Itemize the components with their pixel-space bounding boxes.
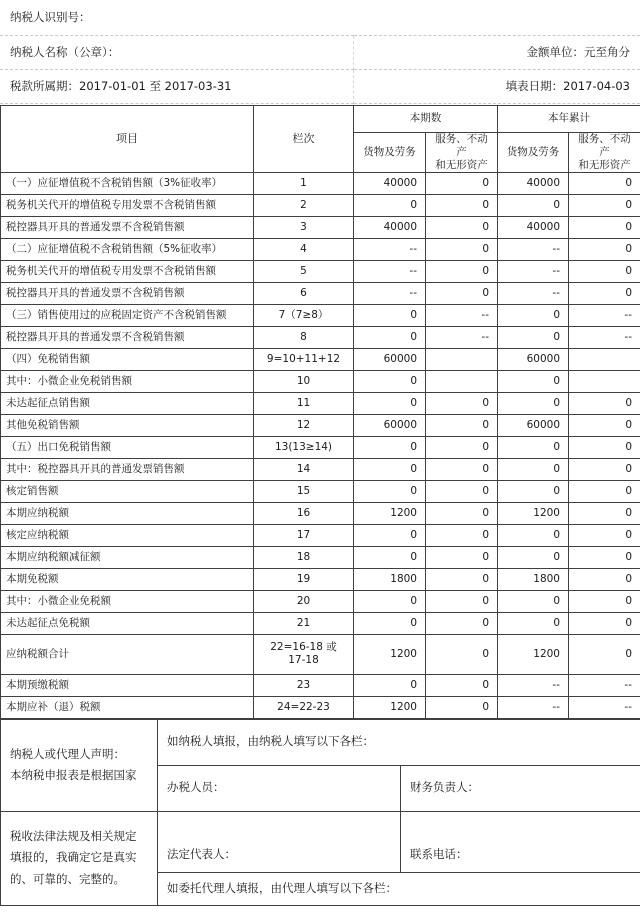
row-value-cell[interactable]: 40000 bbox=[354, 172, 426, 194]
declaration-statement-line-3: 税收法律法规及相关规定 bbox=[10, 828, 137, 843]
row-value-cell[interactable]: 0 bbox=[569, 502, 640, 524]
row-item-label: 本期免税额 bbox=[1, 568, 254, 590]
row-value-cell[interactable]: 0 bbox=[354, 194, 426, 216]
header-row-period bbox=[0, 69, 640, 103]
row-line-number: 4 bbox=[254, 238, 354, 260]
row-line-number: 15 bbox=[254, 480, 354, 502]
row-value-cell[interactable]: 0 bbox=[354, 458, 426, 480]
table-row bbox=[1, 458, 640, 480]
row-value-cell[interactable]: 1200 bbox=[354, 634, 426, 674]
row-value-cell[interactable]: 0 bbox=[498, 304, 569, 326]
row-value-cell[interactable]: 60000 bbox=[354, 348, 426, 370]
declaration-statement-line-5: 的、可靠的、完整的。 bbox=[10, 872, 125, 887]
row-value-cell[interactable]: 0 bbox=[426, 590, 498, 612]
declaration-row-1 bbox=[1, 719, 640, 765]
row-value-cell[interactable]: 0 bbox=[426, 436, 498, 458]
row-value-cell[interactable]: 0 bbox=[569, 590, 640, 612]
row-value-cell[interactable]: 0 bbox=[569, 436, 640, 458]
row-line-number: 14 bbox=[254, 458, 354, 480]
row-value-cell[interactable]: -- bbox=[498, 238, 569, 260]
declaration-statement-line-2: 本纳税申报表是根据国家 bbox=[10, 768, 137, 783]
row-line-number: 1 bbox=[254, 172, 354, 194]
row-value-cell[interactable]: 0 bbox=[426, 524, 498, 546]
row-value-cell[interactable]: 60000 bbox=[498, 348, 569, 370]
row-value-cell[interactable]: 0 bbox=[569, 414, 640, 436]
row-value-cell[interactable]: -- bbox=[426, 326, 498, 348]
services-header-line1: 服务、不动产 bbox=[435, 132, 488, 158]
row-item-label: 税务机关代开的增值税专用发票不含税销售额 bbox=[1, 194, 254, 216]
declaration-row-3 bbox=[1, 811, 640, 872]
column-header-current-goods: 货物及劳务 bbox=[354, 132, 426, 172]
row-value-cell[interactable]: 0 bbox=[426, 502, 498, 524]
row-value-cell[interactable]: 0 bbox=[498, 590, 569, 612]
row-item-label: 其中：小微企业免税额 bbox=[1, 590, 254, 612]
services-header-line1: 服务、不动产 bbox=[578, 132, 631, 158]
row-item-label: （四）免税销售额 bbox=[1, 348, 254, 370]
row-item-label: 应纳税额合计 bbox=[1, 634, 254, 674]
row-value-cell[interactable]: 0 bbox=[354, 590, 426, 612]
column-header-ytd-goods: 货物及劳务 bbox=[498, 132, 569, 172]
row-value-cell[interactable]: 0 bbox=[569, 172, 640, 194]
row-line-number: 5 bbox=[254, 260, 354, 282]
row-value-cell[interactable]: 0 bbox=[569, 634, 640, 674]
services-header-line2: 和无形资产 bbox=[578, 158, 631, 171]
row-item-label: 税控器具开具的普通发票不含税销售额 bbox=[1, 282, 254, 304]
table-head-row-1 bbox=[1, 105, 640, 132]
row-item-label: 未达起征点免税额 bbox=[1, 612, 254, 634]
row-line-number: 11 bbox=[254, 392, 354, 414]
row-value-cell[interactable]: 0 bbox=[354, 436, 426, 458]
row-value-cell[interactable]: 60000 bbox=[498, 414, 569, 436]
row-value-cell[interactable]: 0 bbox=[354, 546, 426, 568]
table-body bbox=[1, 172, 640, 718]
row-value-cell[interactable]: 0 bbox=[426, 260, 498, 282]
table-row bbox=[1, 216, 640, 238]
row-value-cell[interactable]: 40000 bbox=[498, 172, 569, 194]
row-line-number: 2 bbox=[254, 194, 354, 216]
row-line-number-part-1: 22=16-18 或 bbox=[270, 641, 337, 654]
row-line-number: 19 bbox=[254, 568, 354, 590]
contact-phone-field[interactable]: 联系电话： bbox=[401, 811, 640, 872]
table-head bbox=[1, 105, 640, 172]
declaration-statement-line-4: 填报的，我确定它是真实 bbox=[10, 850, 137, 865]
taxpayer-id-value bbox=[353, 0, 640, 35]
row-line-number bbox=[254, 634, 354, 674]
row-line-number: 6 bbox=[254, 282, 354, 304]
row-line-number: 13(13≥14) bbox=[254, 436, 354, 458]
table-row bbox=[1, 568, 640, 590]
row-value-cell[interactable]: 0 bbox=[354, 370, 426, 392]
row-item-label: 其中：小微企业免税销售额 bbox=[1, 370, 254, 392]
row-item-label: 其他免税销售额 bbox=[1, 414, 254, 436]
row-item-label: 税务机关代开的增值税专用发票不含税销售额 bbox=[1, 260, 254, 282]
row-line-number: 9=10+11+12 bbox=[254, 348, 354, 370]
declaration-statement-line-1: 纳税人或代理人声明： bbox=[10, 746, 125, 761]
row-line-number: 23 bbox=[254, 674, 354, 696]
table-row bbox=[1, 260, 640, 282]
row-item-label: （一）应征增值税不含税销售额（3%征收率） bbox=[1, 172, 254, 194]
table-row bbox=[1, 172, 640, 194]
row-line-number-part-2: 17-18 bbox=[288, 654, 319, 667]
table-row bbox=[1, 502, 640, 524]
table-row bbox=[1, 590, 640, 612]
row-value-cell[interactable]: 0 bbox=[426, 194, 498, 216]
form-header-info bbox=[0, 0, 640, 104]
row-line-number: 12 bbox=[254, 414, 354, 436]
row-value-cell[interactable]: 0 bbox=[569, 458, 640, 480]
row-item-label: 未达起征点销售额 bbox=[1, 392, 254, 414]
row-value-cell[interactable]: 1200 bbox=[498, 634, 569, 674]
column-header-line-no: 栏次 bbox=[254, 105, 354, 172]
row-value-cell[interactable]: 0 bbox=[498, 546, 569, 568]
row-value-cell[interactable]: 0 bbox=[498, 392, 569, 414]
tax-clerk-field[interactable]: 办税人员： bbox=[158, 765, 401, 811]
table-row bbox=[1, 612, 640, 634]
row-item-label: 核定应纳税额 bbox=[1, 524, 254, 546]
row-value-cell[interactable]: 0 bbox=[569, 282, 640, 304]
row-value-cell[interactable]: 0 bbox=[426, 634, 498, 674]
row-value-cell[interactable]: 0 bbox=[569, 238, 640, 260]
row-value-cell[interactable]: 1800 bbox=[354, 568, 426, 590]
row-value-cell[interactable]: 0 bbox=[426, 172, 498, 194]
table-row bbox=[1, 282, 640, 304]
row-item-label: 本期应纳税额 bbox=[1, 502, 254, 524]
amount-unit-label: 金额单位：元至角分 bbox=[353, 35, 640, 69]
row-value-cell[interactable]: 1200 bbox=[354, 696, 426, 718]
row-value-cell[interactable]: 0 bbox=[498, 194, 569, 216]
row-item-label: 税控器具开具的普通发票不含税销售额 bbox=[1, 326, 254, 348]
row-value-cell[interactable]: 40000 bbox=[354, 216, 426, 238]
legal-representative-field[interactable]: 法定代表人： bbox=[158, 811, 401, 872]
row-line-number: 7（7≥8） bbox=[254, 304, 354, 326]
row-value-cell[interactable]: -- bbox=[498, 282, 569, 304]
row-line-number: 16 bbox=[254, 502, 354, 524]
services-header-line2: 和无形资产 bbox=[435, 158, 488, 171]
declaration-statement-top bbox=[1, 719, 158, 811]
row-value-cell[interactable] bbox=[569, 348, 640, 370]
table-row bbox=[1, 546, 640, 568]
row-value-cell[interactable]: 0 bbox=[498, 480, 569, 502]
column-header-ytd-services bbox=[569, 132, 640, 172]
table-row bbox=[1, 696, 640, 718]
row-value-cell[interactable]: -- bbox=[498, 260, 569, 282]
taxpayer-fill-note: 如纳税人填报，由纳税人填写以下各栏： bbox=[158, 719, 640, 765]
table-row bbox=[1, 348, 640, 370]
table-row bbox=[1, 436, 640, 458]
table-row bbox=[1, 524, 640, 546]
tax-period-label: 税款所属期：2017-01-01 至 2017-03-31 bbox=[0, 69, 353, 103]
row-value-cell[interactable]: 0 bbox=[426, 282, 498, 304]
row-line-number: 24=22-23 bbox=[254, 696, 354, 718]
table-row bbox=[1, 304, 640, 326]
row-value-cell[interactable]: 0 bbox=[426, 480, 498, 502]
row-value-cell[interactable]: -- bbox=[569, 304, 640, 326]
table-row bbox=[1, 238, 640, 260]
table-row bbox=[1, 414, 640, 436]
row-value-cell[interactable]: 0 bbox=[354, 304, 426, 326]
row-value-cell[interactable]: 0 bbox=[498, 524, 569, 546]
row-value-cell[interactable]: 0 bbox=[426, 216, 498, 238]
row-value-cell[interactable] bbox=[426, 370, 498, 392]
row-value-cell[interactable]: -- bbox=[569, 674, 640, 696]
row-item-label: （二）应征增值税不含税销售额（5%征收率） bbox=[1, 238, 254, 260]
row-value-cell[interactable]: 1200 bbox=[354, 502, 426, 524]
table-row bbox=[1, 480, 640, 502]
row-value-cell[interactable] bbox=[426, 348, 498, 370]
row-item-label: （三）销售使用过的应税固定资产不含税销售额 bbox=[1, 304, 254, 326]
row-item-label: 本期应纳税额减征额 bbox=[1, 546, 254, 568]
row-value-cell[interactable]: 0 bbox=[354, 392, 426, 414]
row-value-cell[interactable]: 0 bbox=[498, 326, 569, 348]
row-value-cell[interactable]: 60000 bbox=[354, 414, 426, 436]
row-value-cell[interactable]: 0 bbox=[426, 414, 498, 436]
row-line-number: 20 bbox=[254, 590, 354, 612]
table-row bbox=[1, 392, 640, 414]
row-value-cell[interactable]: 0 bbox=[354, 524, 426, 546]
row-value-cell[interactable]: 0 bbox=[498, 458, 569, 480]
row-value-cell[interactable]: 0 bbox=[354, 612, 426, 634]
row-value-cell[interactable]: 0 bbox=[354, 674, 426, 696]
declaration-signature-block bbox=[0, 719, 640, 906]
row-value-cell[interactable]: 0 bbox=[569, 524, 640, 546]
row-value-cell[interactable]: 0 bbox=[426, 546, 498, 568]
row-value-cell[interactable]: -- bbox=[426, 304, 498, 326]
column-group-current-period: 本期数 bbox=[354, 105, 498, 132]
row-item-label: 本期应补（退）税额 bbox=[1, 696, 254, 718]
row-value-cell[interactable]: 0 bbox=[569, 194, 640, 216]
row-value-cell[interactable]: -- bbox=[354, 260, 426, 282]
row-value-cell[interactable]: 0 bbox=[569, 546, 640, 568]
declaration-statement-bottom bbox=[1, 811, 158, 905]
row-value-cell[interactable]: 0 bbox=[354, 480, 426, 502]
row-line-number: 10 bbox=[254, 370, 354, 392]
row-value-cell[interactable]: -- bbox=[569, 696, 640, 718]
row-value-cell[interactable]: 0 bbox=[426, 696, 498, 718]
row-line-number: 17 bbox=[254, 524, 354, 546]
taxpayer-id-label: 纳税人识别号： bbox=[0, 0, 353, 35]
row-value-cell[interactable]: 0 bbox=[569, 392, 640, 414]
row-line-number: 8 bbox=[254, 326, 354, 348]
row-value-cell[interactable]: 0 bbox=[426, 238, 498, 260]
row-value-cell[interactable]: 0 bbox=[498, 612, 569, 634]
row-value-cell[interactable]: -- bbox=[569, 326, 640, 348]
row-item-label: 税控器具开具的普通发票不含税销售额 bbox=[1, 216, 254, 238]
row-value-cell[interactable]: -- bbox=[354, 238, 426, 260]
row-value-cell[interactable]: -- bbox=[498, 674, 569, 696]
row-value-cell[interactable]: 1200 bbox=[498, 502, 569, 524]
finance-head-field[interactable]: 财务负责人： bbox=[401, 765, 640, 811]
row-value-cell[interactable]: 0 bbox=[426, 458, 498, 480]
row-value-cell[interactable]: 0 bbox=[569, 612, 640, 634]
table-row bbox=[1, 194, 640, 216]
row-item-label: （五）出口免税销售额 bbox=[1, 436, 254, 458]
column-header-current-services bbox=[426, 132, 498, 172]
row-value-cell[interactable]: 0 bbox=[498, 436, 569, 458]
row-item-label: 核定销售额 bbox=[1, 480, 254, 502]
row-value-cell[interactable]: 0 bbox=[569, 260, 640, 282]
taxpayer-name-label: 纳税人名称（公章）： bbox=[0, 35, 353, 69]
row-value-cell[interactable]: 0 bbox=[569, 480, 640, 502]
table-row bbox=[1, 370, 640, 392]
row-value-cell[interactable]: -- bbox=[354, 282, 426, 304]
row-value-cell[interactable]: 0 bbox=[569, 216, 640, 238]
row-value-cell[interactable]: -- bbox=[498, 696, 569, 718]
row-value-cell[interactable]: 0 bbox=[426, 674, 498, 696]
declaration-data-table bbox=[0, 105, 640, 719]
column-group-year-to-date: 本年累计 bbox=[498, 105, 640, 132]
table-row bbox=[1, 674, 640, 696]
row-item-label: 其中：税控器具开具的普通发票销售额 bbox=[1, 458, 254, 480]
row-value-cell[interactable] bbox=[569, 370, 640, 392]
column-header-item: 项目 bbox=[1, 105, 254, 172]
header-row-taxpayer-id bbox=[0, 0, 640, 35]
row-value-cell[interactable]: 0 bbox=[426, 612, 498, 634]
row-value-cell[interactable]: 0 bbox=[426, 568, 498, 590]
row-line-number: 21 bbox=[254, 612, 354, 634]
agent-fill-note: 如委托代理人填报，由代理人填写以下各栏： bbox=[158, 872, 640, 905]
fill-date-label: 填表日期：2017-04-03 bbox=[353, 69, 640, 103]
row-value-cell[interactable]: 0 bbox=[569, 568, 640, 590]
table-row bbox=[1, 326, 640, 348]
row-line-number: 18 bbox=[254, 546, 354, 568]
row-value-cell[interactable]: 0 bbox=[426, 392, 498, 414]
header-row-taxpayer-name bbox=[0, 35, 640, 69]
row-line-number: 3 bbox=[254, 216, 354, 238]
row-value-cell[interactable]: 0 bbox=[498, 370, 569, 392]
row-item-label: 本期预缴税额 bbox=[1, 674, 254, 696]
row-value-cell[interactable]: 40000 bbox=[498, 216, 569, 238]
row-value-cell[interactable]: 1800 bbox=[498, 568, 569, 590]
row-value-cell[interactable]: 0 bbox=[354, 326, 426, 348]
table-row bbox=[1, 634, 640, 674]
